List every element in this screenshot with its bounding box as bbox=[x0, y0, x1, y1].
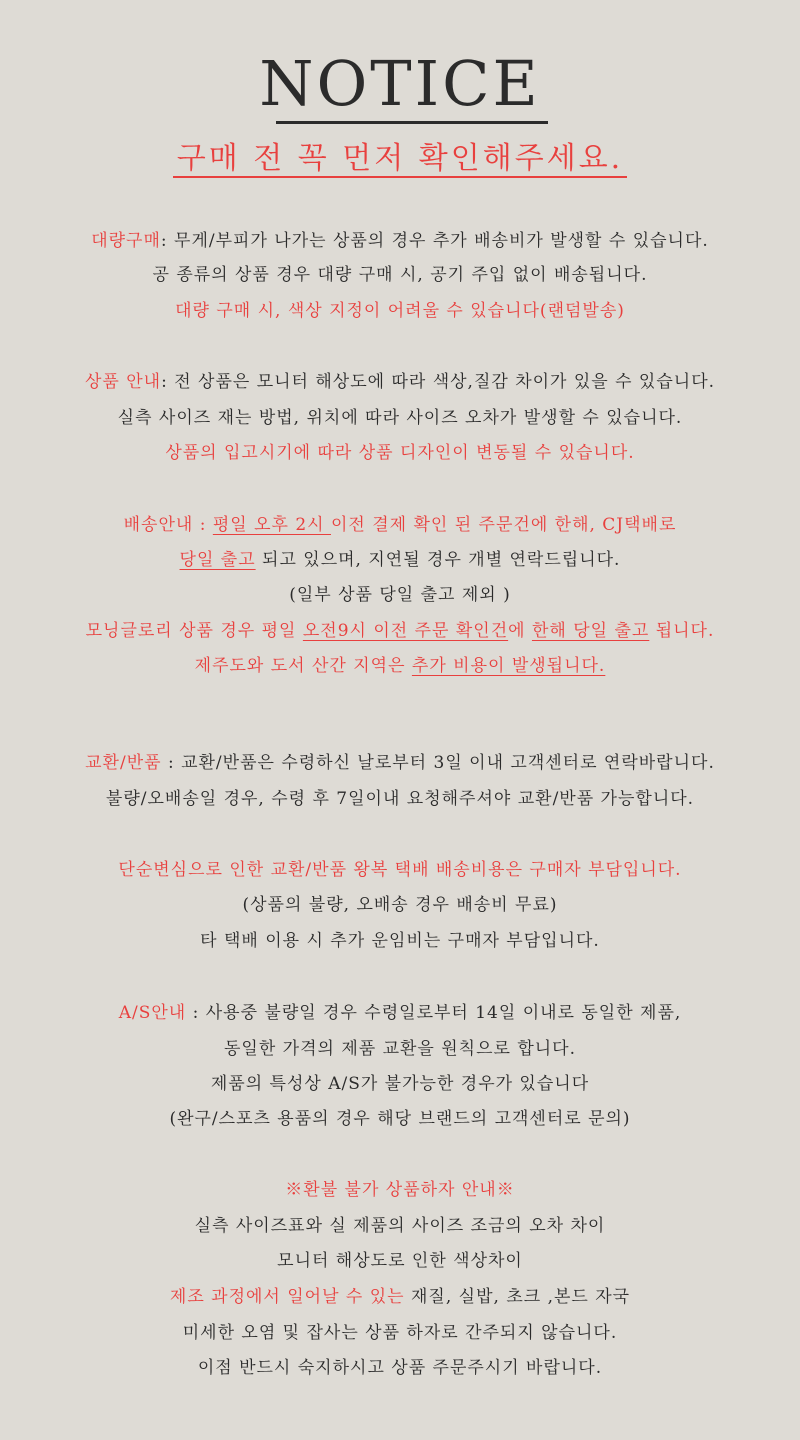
refund-text-3-red: 제조 과정에서 일어날 수 있는 bbox=[169, 1287, 405, 1307]
shipping-text-5: 제주도와 도서 산간 지역은 bbox=[194, 656, 412, 676]
shipping-text-1: 이전 결제 확인 된 주문건에 한해, CJ택배로 bbox=[330, 515, 677, 535]
shipping-text-4b: 에 bbox=[508, 621, 532, 641]
shipping-text-4c: 됩니다. bbox=[649, 621, 715, 641]
exchange-line-3: 단순변심으로 인한 교환/반품 왕복 택배 배송비용은 구매자 부담입니다. bbox=[118, 860, 682, 880]
product-line-1 bbox=[0, 369, 800, 395]
refund-text-3: 재질, 실밥, 초크 ,본드 자국 bbox=[404, 1287, 631, 1307]
exchange-line-1 bbox=[0, 750, 800, 776]
shipping-label: 배송안내 : bbox=[123, 515, 213, 535]
product-line-3: 상품의 입고시기에 따라 상품 디자인이 변동될 수 있습니다. bbox=[165, 443, 635, 463]
refund-line-1: 실측 사이즈표와 실 제품의 사이즈 조금의 오차 차이 bbox=[194, 1216, 606, 1236]
as-line-3: 제품의 특성상 A/S가 불가능한 경우가 있습니다 bbox=[210, 1074, 590, 1094]
shipping-text-4a: 모닝글로리 상품 경우 평일 bbox=[85, 621, 303, 641]
bulk-line-2: 공 종류의 상품 경우 대량 구매 시, 공기 주입 없이 배송됩니다. bbox=[152, 265, 648, 285]
refund-title: ※환불 불가 상품하자 안내※ bbox=[285, 1180, 515, 1200]
shipping-text-4-underlined-1: 오전9시 이전 주문 확인건 bbox=[302, 621, 509, 641]
as-text-1: : 사용중 불량일 경우 수령일로부터 14일 이내로 동일한 제품, bbox=[186, 1003, 682, 1023]
title-underline bbox=[276, 121, 548, 124]
exchange-label: 교환/반품 bbox=[85, 753, 162, 773]
refund-line-5: 이점 반드시 숙지하시고 상품 주문주시기 바랍니다. bbox=[197, 1358, 603, 1378]
exchange-line-5: 타 택배 이용 시 추가 운임비는 구매자 부담입니다. bbox=[200, 931, 600, 951]
shipping-line-5 bbox=[0, 653, 800, 679]
refund-line-4: 미세한 오염 및 잡사는 상품 하자로 간주되지 않습니다. bbox=[182, 1323, 618, 1343]
bulk-line-3: 대량 구매 시, 색상 지정이 어려울 수 있습니다(랜덤발송) bbox=[175, 301, 625, 321]
shipping-text-2-underlined: 당일 출고 bbox=[179, 550, 256, 570]
shipping-text-4-underlined-2: 한해 당일 출고 bbox=[531, 621, 650, 641]
exchange-text-1: : 교환/반품은 수령하신 날로부터 3일 이내 고객센터로 연락바랍니다. bbox=[161, 753, 715, 773]
product-text-1: : 전 상품은 모니터 해상도에 따라 색상,질감 차이가 있을 수 있습니다. bbox=[161, 372, 716, 392]
product-label: 상품 안내 bbox=[84, 372, 162, 392]
page-subtitle bbox=[0, 138, 800, 180]
as-label: A/S안내 bbox=[118, 1003, 187, 1023]
bulk-text-1: : 무게/부피가 나가는 상품의 경우 추가 배송비가 발생할 수 있습니다. bbox=[160, 231, 709, 251]
shipping-line-4 bbox=[0, 618, 800, 644]
shipping-line-1 bbox=[0, 512, 800, 538]
as-line-2: 동일한 가격의 제품 교환을 원칙으로 합니다. bbox=[223, 1039, 577, 1059]
refund-line-2: 모니터 해상도로 인한 색상차이 bbox=[277, 1251, 523, 1271]
shipping-line-2 bbox=[0, 547, 800, 573]
shipping-text-5-underlined: 추가 비용이 발생됩니다. bbox=[411, 656, 606, 676]
as-line-4: (완구/스포츠 용품의 경우 해당 브랜드의 고객센터로 문의) bbox=[169, 1109, 631, 1129]
as-line-1 bbox=[0, 1000, 800, 1026]
refund-line-3 bbox=[0, 1284, 800, 1310]
shipping-text-1-underlined: 평일 오후 2시 bbox=[212, 515, 331, 535]
exchange-line-2: 불량/오배송일 경우, 수령 후 7일이내 요청해주셔야 교환/반품 가능합니다. bbox=[105, 789, 695, 809]
shipping-text-2: 되고 있으며, 지연될 경우 개별 연락드립니다. bbox=[255, 550, 621, 570]
bulk-label: 대량구매 bbox=[91, 231, 161, 251]
page-title: NOTICE bbox=[259, 47, 541, 120]
subtitle-text: 구매 전 꼭 먼저 확인해주세요. bbox=[173, 141, 627, 178]
bulk-line-1 bbox=[0, 228, 800, 254]
shipping-line-3: (일부 상품 당일 출고 제외 ) bbox=[289, 585, 511, 605]
exchange-line-4: (상품의 불량, 오배송 경우 배송비 무료) bbox=[242, 895, 558, 915]
product-line-2: 실측 사이즈 재는 방법, 위치에 따라 사이즈 오차가 발생할 수 있습니다. bbox=[117, 408, 683, 428]
